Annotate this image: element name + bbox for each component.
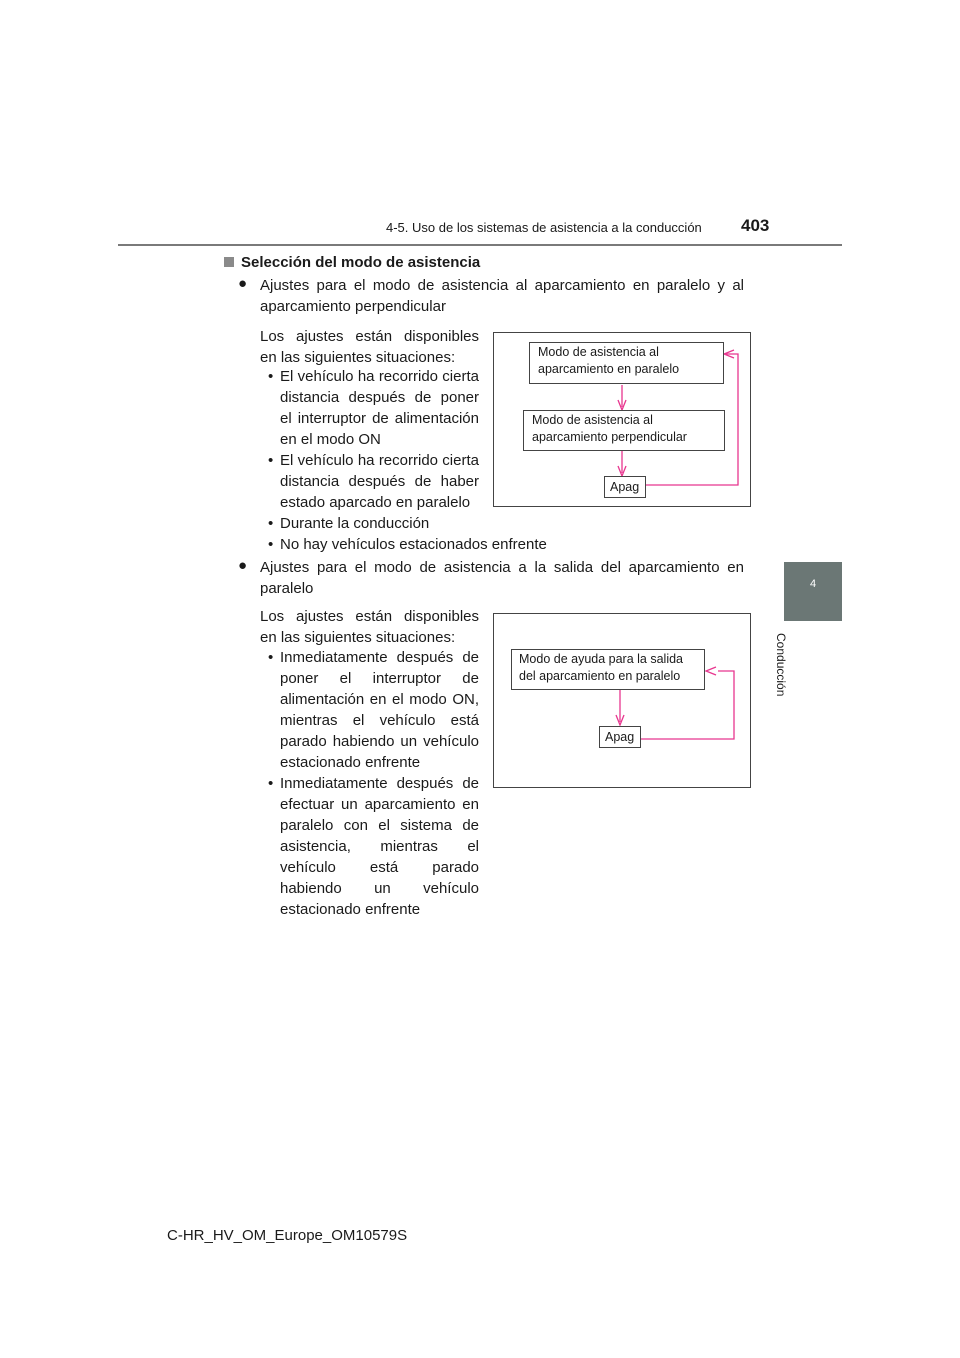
item-1-line-1: Ajustes para el modo de asistencia al aparcamiento en paralelo y al	[260, 277, 744, 294]
item-2-intro-1: Los ajustes están disponibles	[260, 608, 479, 625]
mode-diagram-1	[493, 332, 751, 507]
footer-doc-id: C-HR_HV_OM_Europe_OM10579S	[167, 1227, 408, 1244]
chapter-tab	[784, 562, 842, 621]
item-1-intro-2: en las siguientes situaciones:	[260, 349, 456, 366]
mode-diagram-2	[493, 613, 751, 788]
dot-bullet: •	[268, 536, 274, 553]
mode-box-perpendicular: Modo de asistencia al aparcamiento perpendicular	[523, 410, 725, 451]
mode-box-exit-parallel: Modo de ayuda para la salida del aparcamiento en paralelo	[511, 649, 705, 690]
chapter-tab-number: 4	[809, 578, 817, 590]
item-1-line-2: aparcamiento perpendicular	[260, 298, 446, 315]
condition-1d: No hay vehículos estacionados enfrente	[280, 536, 547, 553]
dot-bullet: •	[268, 775, 274, 792]
page-number: 403	[741, 216, 770, 235]
section-heading-text: Selección del modo de asistencia	[241, 254, 481, 271]
diagram-2-arrows	[494, 614, 750, 787]
header-rule	[118, 244, 842, 246]
square-bullet-icon	[224, 257, 234, 267]
condition-1b: El vehículo ha recorrido cierta distancia después de haber estado aparcado en paralelo	[280, 452, 479, 511]
mode-box-parallel: Modo de asistencia al aparcamiento en paralelo	[529, 342, 724, 384]
chapter-label-text: Conducción	[774, 633, 788, 697]
item-1-intro-1: Los ajustes están disponibles	[260, 328, 479, 345]
round-bullet-icon: ●	[238, 557, 248, 574]
mode-box-off: Apag	[599, 726, 641, 748]
section-heading	[224, 254, 480, 271]
dot-bullet: •	[268, 515, 274, 532]
mode-box-off: Apag	[604, 476, 646, 498]
header-title: 4-5. Uso de los sistemas de asistencia a la conducción	[386, 220, 702, 235]
condition-1a: El vehículo ha recorrido cierta distancia después de poner el interruptor de alimentación en el modo ON	[280, 368, 479, 448]
item-2-line-1: Ajustes para el modo de asistencia a la salida del aparcamiento en	[260, 559, 744, 576]
condition-2a: Inmediatamente después de poner el interruptor de alimentación en el modo ON, mientras el vehículo está parado habiendo un vehículo estacionado enfrente	[280, 649, 479, 771]
dot-bullet: •	[268, 649, 274, 666]
chapter-label	[774, 633, 811, 713]
round-bullet-icon: ●	[238, 275, 248, 292]
dot-bullet: •	[268, 368, 274, 385]
item-2-line-2: paralelo	[260, 580, 314, 597]
condition-2b: Inmediatamente después de efectuar un aparcamiento en paralelo con el sistema de asistencia, mientras el vehículo está parado habiendo un vehículo estacionado enfrente	[280, 775, 479, 918]
condition-1c: Durante la conducción	[280, 515, 430, 532]
dot-bullet: •	[268, 452, 274, 469]
item-2-intro-2: en las siguientes situaciones:	[260, 629, 456, 646]
